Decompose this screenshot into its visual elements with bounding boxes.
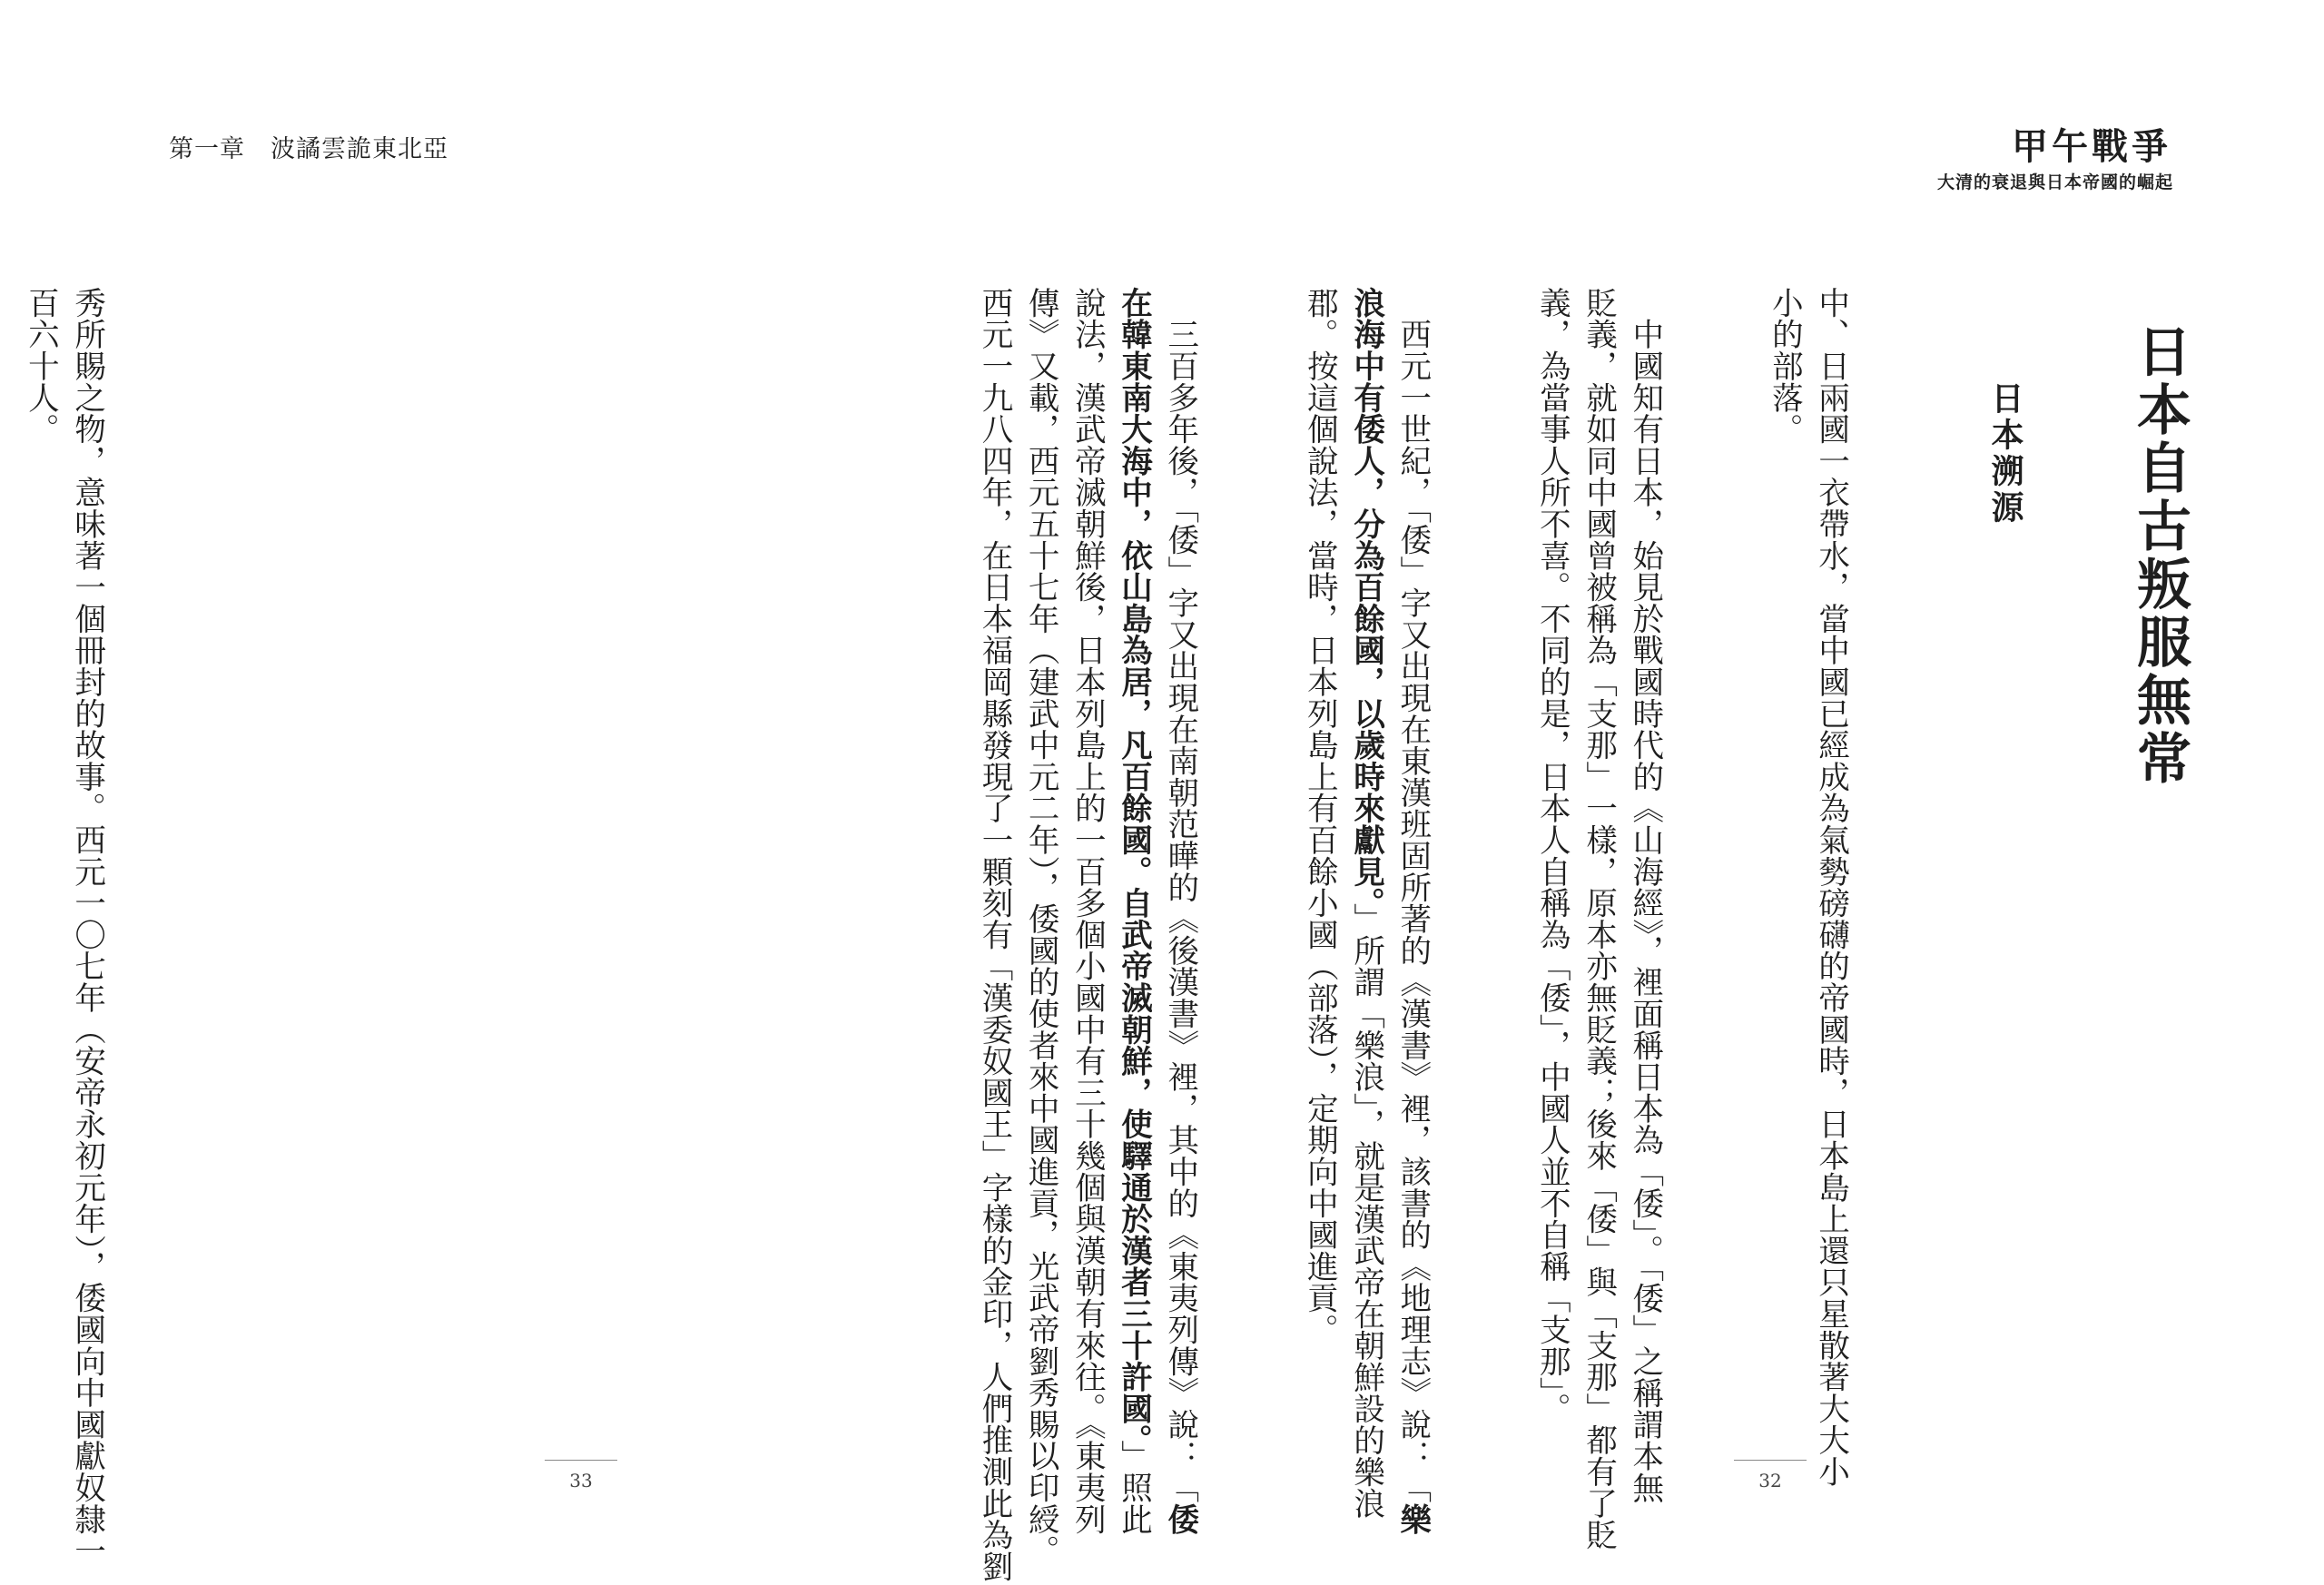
divider [545, 1460, 617, 1461]
page-number: 32 [1734, 1460, 1807, 1491]
page-number: 33 [545, 1460, 617, 1491]
paragraph: 中國知有日本，始見於戰國時代的《山海經》，裡面稱日本為「倭」。「倭」之稱謂本無 貶義，就如同中國曾被稱為「支那」一樣，原本亦無貶義；後來「倭」與「支那」都有了貶 義，為當事人所不喜。不同的是，日本人自稱為「倭」，中國人並不自稱「支那」。 [1533, 287, 1663, 1551]
book-title: 甲午戰爭 [2012, 126, 2171, 168]
quotation: 樂 浪海中有倭人，分為百餘國，以歲時來獻見。 [1347, 287, 1431, 1535]
paragraph: 西元一世紀，「倭」字又出現在東漢班固所著的《漢書》裡，該書的《地理志》說：「樂 浪海中有倭人，分為百餘國，以歲時來獻見。」所謂「樂浪」，就是漢武帝在朝鮮設的樂浪 郡。按這個說法，當時，日本列島上有百餘小國（部落），定期向中國進貢。 [1301, 287, 1431, 1535]
paragraph: 秀所賜之物，意味著一個冊封的故事。西元一〇七年（安帝永初元年），倭國向中國獻奴隸一 百六十人。 [22, 287, 105, 1567]
book-subtitle: 大清的衰退與日本帝國的崛起 [1936, 172, 2173, 192]
body-text-left [0, 287, 202, 1567]
section-title: 日本溯源 [1986, 381, 2024, 527]
paragraph: 三百多年後，「倭」字又出現在南朝范曄的《後漢書》裡，其中的《東夷列傳》說：「倭 在韓東南大海中，依山島為居，凡百餘國。自武帝滅朝鮮，使驛通於漢者三十許國。」照此 說法，漢武帝滅朝鮮後，日本列島上的一百多個小國中有三十幾個與漢朝有來往。《東夷列 傳》又載，西元五十七年（建武中元二年），倭國的使者來中國進貢，光武帝劉秀賜以印綬。 西元一九八四年，在日本福岡縣發現了一顆刻有「漢委奴國王」字樣的金印，人們推測此為劉 [975, 287, 1198, 1582]
chapter-title: 日本自古叛服無常 [2128, 323, 2191, 788]
quotation: 倭 在韓東南大海中，依山島為居，凡百餘國。自武帝滅朝鮮，使驛通於漢者三十許國。 [1115, 287, 1198, 1535]
paragraph: 中、日兩國一衣帶水，當中國已經成為氣勢磅礴的帝國時，日本島上還只星散著大大小 小的部落。 [1766, 287, 1849, 1488]
running-head: 第一章 波譎雲詭東北亞 [169, 135, 448, 163]
divider [1734, 1460, 1807, 1461]
